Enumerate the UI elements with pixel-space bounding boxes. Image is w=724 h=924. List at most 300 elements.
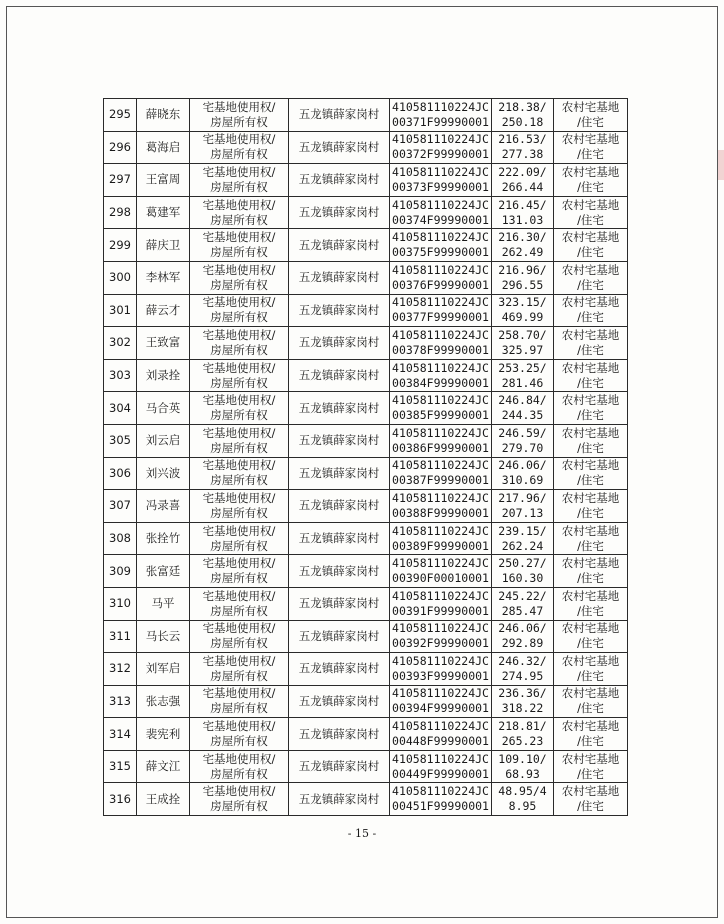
use-line: /住宅 [577, 734, 604, 749]
parcel-code-cell [390, 555, 492, 588]
right-line: 宅基地使用权/ [202, 262, 276, 277]
area-line: 216.53/ [498, 132, 547, 147]
location-cell: 五龙镇薛家岗村 [289, 131, 390, 164]
location-cell: 五龙镇薛家岗村 [289, 522, 390, 555]
right-line: 房屋所有权 [210, 636, 268, 651]
area-cell [492, 359, 554, 392]
location-cell: 五龙镇薛家岗村 [289, 164, 390, 197]
land-use-cell [554, 750, 628, 783]
location-cell: 五龙镇薛家岗村 [289, 229, 390, 262]
table-row [104, 99, 628, 132]
area-line: 253.25/ [498, 360, 547, 375]
record-number-cell: 315 [104, 750, 137, 783]
right-line: 房屋所有权 [210, 375, 268, 390]
owner-name-cell: 葛建军 [137, 196, 190, 229]
record-number-cell: 305 [104, 424, 137, 457]
right-line: 房屋所有权 [210, 734, 268, 749]
use-line: /住宅 [577, 571, 604, 586]
use-line: 农村宅基地 [561, 99, 620, 114]
right-type-cell [190, 294, 289, 327]
record-number-cell: 311 [104, 620, 137, 653]
record-number-cell: 314 [104, 718, 137, 751]
right-line: 房屋所有权 [210, 799, 268, 814]
location-cell: 五龙镇薛家岗村 [289, 359, 390, 392]
record-number-cell: 308 [104, 522, 137, 555]
owner-name-cell: 薛庆卫 [137, 229, 190, 262]
code-line: 410581110224JC [392, 719, 489, 734]
code-line: 00448F99990001 [392, 734, 489, 749]
use-line: 农村宅基地 [561, 458, 620, 473]
area-line: 218.81/ [498, 719, 547, 734]
right-line: 房屋所有权 [210, 668, 268, 683]
owner-name-cell: 葛海启 [137, 131, 190, 164]
area-line: 265.23 [501, 734, 544, 749]
right-line: 宅基地使用权/ [202, 556, 276, 571]
code-line: 00372F99990001 [392, 147, 489, 162]
code-line: 410581110224JC [392, 295, 489, 310]
area-line: 207.13 [501, 505, 544, 520]
code-line: 00386F99990001 [392, 440, 489, 455]
code-line: 410581110224JC [392, 556, 489, 571]
area-line: 222.09/ [498, 164, 547, 179]
right-type-cell [190, 196, 289, 229]
right-type-cell [190, 718, 289, 751]
right-line: 房屋所有权 [210, 505, 268, 520]
location-cell: 五龙镇薛家岗村 [289, 424, 390, 457]
parcel-code-cell [390, 327, 492, 360]
area-line: 323.15/ [498, 295, 547, 310]
right-type-cell [190, 131, 289, 164]
use-line: 农村宅基地 [561, 262, 620, 277]
area-line: 216.96/ [498, 262, 547, 277]
right-line: 宅基地使用权/ [202, 686, 276, 701]
right-type-cell [190, 555, 289, 588]
code-line: 410581110224JC [392, 621, 489, 636]
code-line: 00392F99990001 [392, 636, 489, 651]
right-line: 房屋所有权 [210, 440, 268, 455]
record-number-cell: 304 [104, 392, 137, 425]
code-line: 00374F99990001 [392, 212, 489, 227]
area-cell [492, 750, 554, 783]
parcel-code-cell [390, 196, 492, 229]
area-cell [492, 294, 554, 327]
land-use-cell [554, 99, 628, 132]
use-line: /住宅 [577, 603, 604, 618]
area-cell [492, 131, 554, 164]
land-use-cell [554, 261, 628, 294]
code-line: 00451F99990001 [392, 799, 489, 814]
area-line: 250.27/ [498, 556, 547, 571]
parcel-code-cell [390, 424, 492, 457]
owner-name-cell: 马合英 [137, 392, 190, 425]
area-line: 68.93 [505, 766, 540, 781]
location-cell: 五龙镇薛家岗村 [289, 783, 390, 816]
land-use-cell [554, 620, 628, 653]
code-line: 410581110224JC [392, 653, 489, 668]
parcel-code-cell [390, 294, 492, 327]
records-table-body [104, 99, 628, 816]
parcel-code-cell [390, 490, 492, 523]
right-line: 宅基地使用权/ [202, 99, 276, 114]
table-row [104, 164, 628, 197]
code-line: 00384F99990001 [392, 375, 489, 390]
area-line: 274.95 [501, 668, 544, 683]
land-use-cell [554, 490, 628, 523]
land-use-cell [554, 587, 628, 620]
area-line: 218.38/ [498, 99, 547, 114]
area-cell [492, 522, 554, 555]
code-line: 410581110224JC [392, 327, 489, 342]
right-type-cell [190, 392, 289, 425]
use-line: /住宅 [577, 245, 604, 260]
area-cell [492, 555, 554, 588]
right-line: 房屋所有权 [210, 701, 268, 716]
use-line: 农村宅基地 [561, 751, 620, 766]
area-line: 310.69 [501, 473, 544, 488]
right-line: 房屋所有权 [210, 245, 268, 260]
code-line: 410581110224JC [392, 262, 489, 277]
use-line: 农村宅基地 [561, 197, 620, 212]
area-line: 160.30 [501, 571, 544, 586]
right-line: 房屋所有权 [210, 114, 268, 129]
location-cell: 五龙镇薛家岗村 [289, 685, 390, 718]
record-number-cell: 306 [104, 457, 137, 490]
use-line: 农村宅基地 [561, 523, 620, 538]
code-line: 00371F99990001 [392, 114, 489, 129]
owner-name-cell: 李林军 [137, 261, 190, 294]
area-line: 279.70 [501, 440, 544, 455]
use-line: 农村宅基地 [561, 164, 620, 179]
land-use-cell [554, 522, 628, 555]
right-type-cell [190, 359, 289, 392]
area-line: 469.99 [501, 310, 544, 325]
record-number-cell: 299 [104, 229, 137, 262]
right-type-cell [190, 685, 289, 718]
right-line: 宅基地使用权/ [202, 784, 276, 799]
owner-name-cell: 张拴竹 [137, 522, 190, 555]
area-line: 48.95/4 [498, 784, 547, 799]
code-line: 410581110224JC [392, 751, 489, 766]
right-line: 宅基地使用权/ [202, 458, 276, 473]
land-use-cell [554, 359, 628, 392]
code-line: 410581110224JC [392, 458, 489, 473]
land-use-cell [554, 392, 628, 425]
right-type-cell [190, 522, 289, 555]
owner-name-cell: 马平 [137, 587, 190, 620]
land-use-cell [554, 718, 628, 751]
right-line: 宅基地使用权/ [202, 132, 276, 147]
area-line: 239.15/ [498, 523, 547, 538]
record-number-cell: 307 [104, 490, 137, 523]
table-row [104, 783, 628, 816]
right-type-cell [190, 457, 289, 490]
area-line: 216.45/ [498, 197, 547, 212]
records-table [103, 98, 628, 816]
use-line: 农村宅基地 [561, 686, 620, 701]
area-line: 216.30/ [498, 230, 547, 245]
location-cell: 五龙镇薛家岗村 [289, 620, 390, 653]
land-use-cell [554, 424, 628, 457]
parcel-code-cell [390, 457, 492, 490]
code-line: 00377F99990001 [392, 310, 489, 325]
parcel-code-cell [390, 392, 492, 425]
location-cell: 五龙镇薛家岗村 [289, 196, 390, 229]
parcel-code-cell [390, 99, 492, 132]
right-line: 宅基地使用权/ [202, 490, 276, 505]
area-cell [492, 261, 554, 294]
area-cell [492, 653, 554, 686]
location-cell: 五龙镇薛家岗村 [289, 294, 390, 327]
parcel-code-cell [390, 620, 492, 653]
right-type-cell [190, 653, 289, 686]
code-line: 410581110224JC [392, 393, 489, 408]
area-line: 318.22 [501, 701, 544, 716]
use-line: 农村宅基地 [561, 784, 620, 799]
location-cell: 五龙镇薛家岗村 [289, 718, 390, 751]
use-line: 农村宅基地 [561, 132, 620, 147]
record-number-cell: 313 [104, 685, 137, 718]
area-cell [492, 718, 554, 751]
owner-name-cell: 王成拴 [137, 783, 190, 816]
right-line: 宅基地使用权/ [202, 164, 276, 179]
table-row [104, 522, 628, 555]
location-cell: 五龙镇薛家岗村 [289, 490, 390, 523]
right-type-cell [190, 261, 289, 294]
area-line: 244.35 [501, 408, 544, 423]
location-cell: 五龙镇薛家岗村 [289, 653, 390, 686]
use-line: /住宅 [577, 310, 604, 325]
right-line: 宅基地使用权/ [202, 393, 276, 408]
use-line: /住宅 [577, 408, 604, 423]
table-row [104, 620, 628, 653]
code-line: 410581110224JC [392, 490, 489, 505]
area-cell [492, 620, 554, 653]
land-use-cell [554, 327, 628, 360]
code-line: 410581110224JC [392, 99, 489, 114]
area-line: 8.95 [508, 799, 537, 814]
code-line: 410581110224JC [392, 425, 489, 440]
code-line: 00390F00010001 [392, 571, 489, 586]
owner-name-cell: 刘录拴 [137, 359, 190, 392]
parcel-code-cell [390, 783, 492, 816]
table-row [104, 196, 628, 229]
code-line: 410581110224JC [392, 360, 489, 375]
use-line: /住宅 [577, 212, 604, 227]
record-number-cell: 298 [104, 196, 137, 229]
land-use-cell [554, 653, 628, 686]
area-line: 262.24 [501, 538, 544, 553]
area-cell [492, 490, 554, 523]
area-line: 292.89 [501, 636, 544, 651]
table-row [104, 229, 628, 262]
right-line: 宅基地使用权/ [202, 425, 276, 440]
area-cell [492, 685, 554, 718]
table-row [104, 424, 628, 457]
right-line: 宅基地使用权/ [202, 197, 276, 212]
area-line: 246.32/ [498, 653, 547, 668]
code-line: 410581110224JC [392, 164, 489, 179]
table-row [104, 587, 628, 620]
use-line: /住宅 [577, 440, 604, 455]
location-cell: 五龙镇薛家岗村 [289, 327, 390, 360]
table-row [104, 750, 628, 783]
right-line: 房屋所有权 [210, 408, 268, 423]
code-line: 00391F99990001 [392, 603, 489, 618]
use-line: /住宅 [577, 375, 604, 390]
land-use-cell [554, 131, 628, 164]
record-number-cell: 303 [104, 359, 137, 392]
right-type-cell [190, 424, 289, 457]
land-use-cell [554, 685, 628, 718]
location-cell: 五龙镇薛家岗村 [289, 261, 390, 294]
area-line: 246.06/ [498, 621, 547, 636]
owner-name-cell: 张志强 [137, 685, 190, 718]
table-row [104, 685, 628, 718]
parcel-code-cell [390, 587, 492, 620]
land-use-cell [554, 555, 628, 588]
owner-name-cell: 薛晓东 [137, 99, 190, 132]
table-row [104, 457, 628, 490]
parcel-code-cell [390, 750, 492, 783]
owner-name-cell: 冯录喜 [137, 490, 190, 523]
area-cell [492, 327, 554, 360]
area-line: 245.22/ [498, 588, 547, 603]
area-cell [492, 99, 554, 132]
use-line: 农村宅基地 [561, 360, 620, 375]
owner-name-cell: 裴宪利 [137, 718, 190, 751]
location-cell: 五龙镇薛家岗村 [289, 392, 390, 425]
area-line: 246.84/ [498, 393, 547, 408]
code-line: 410581110224JC [392, 132, 489, 147]
parcel-code-cell [390, 685, 492, 718]
right-line: 宅基地使用权/ [202, 588, 276, 603]
use-line: /住宅 [577, 766, 604, 781]
right-line: 房屋所有权 [210, 179, 268, 194]
right-line: 宅基地使用权/ [202, 327, 276, 342]
right-type-cell [190, 99, 289, 132]
area-line: 258.70/ [498, 327, 547, 342]
area-line: 217.96/ [498, 490, 547, 505]
use-line: 农村宅基地 [561, 621, 620, 636]
record-number-cell: 309 [104, 555, 137, 588]
use-line: /住宅 [577, 342, 604, 357]
right-line: 房屋所有权 [210, 538, 268, 553]
right-line: 房屋所有权 [210, 342, 268, 357]
use-line: /住宅 [577, 505, 604, 520]
code-line: 410581110224JC [392, 784, 489, 799]
area-line: 246.59/ [498, 425, 547, 440]
land-use-cell [554, 783, 628, 816]
area-line: 262.49 [501, 245, 544, 260]
land-use-cell [554, 457, 628, 490]
use-line: /住宅 [577, 701, 604, 716]
area-line: 131.03 [501, 212, 544, 227]
area-line: 246.06/ [498, 458, 547, 473]
owner-name-cell: 薛云才 [137, 294, 190, 327]
right-type-cell [190, 750, 289, 783]
area-cell [492, 783, 554, 816]
code-line: 00385F99990001 [392, 408, 489, 423]
use-line: 农村宅基地 [561, 425, 620, 440]
owner-name-cell: 王富周 [137, 164, 190, 197]
record-number-cell: 316 [104, 783, 137, 816]
area-line: 325.97 [501, 342, 544, 357]
record-number-cell: 296 [104, 131, 137, 164]
use-line: 农村宅基地 [561, 588, 620, 603]
record-number-cell: 295 [104, 99, 137, 132]
code-line: 410581110224JC [392, 588, 489, 603]
table-row [104, 359, 628, 392]
right-type-cell [190, 327, 289, 360]
use-line: 农村宅基地 [561, 295, 620, 310]
right-line: 房屋所有权 [210, 310, 268, 325]
owner-name-cell: 刘军启 [137, 653, 190, 686]
use-line: 农村宅基地 [561, 327, 620, 342]
area-line: 266.44 [501, 179, 544, 194]
location-cell: 五龙镇薛家岗村 [289, 750, 390, 783]
right-type-cell [190, 587, 289, 620]
code-line: 00388F99990001 [392, 505, 489, 520]
table-row [104, 653, 628, 686]
land-use-cell [554, 229, 628, 262]
parcel-code-cell [390, 653, 492, 686]
use-line: /住宅 [577, 799, 604, 814]
land-use-cell [554, 164, 628, 197]
area-line: 285.47 [501, 603, 544, 618]
location-cell: 五龙镇薛家岗村 [289, 587, 390, 620]
owner-name-cell: 王致富 [137, 327, 190, 360]
code-line: 00378F99990001 [392, 342, 489, 357]
table-row [104, 718, 628, 751]
right-line: 房屋所有权 [210, 147, 268, 162]
area-line: 281.46 [501, 375, 544, 390]
use-line: 农村宅基地 [561, 556, 620, 571]
code-line: 00449F99990001 [392, 766, 489, 781]
record-number-cell: 297 [104, 164, 137, 197]
use-line: /住宅 [577, 473, 604, 488]
area-line: 109.10/ [498, 751, 547, 766]
use-line: /住宅 [577, 636, 604, 651]
right-line: 房屋所有权 [210, 473, 268, 488]
record-number-cell: 300 [104, 261, 137, 294]
table-row [104, 555, 628, 588]
land-use-cell [554, 294, 628, 327]
right-line: 宅基地使用权/ [202, 719, 276, 734]
use-line: 农村宅基地 [561, 230, 620, 245]
right-line: 房屋所有权 [210, 571, 268, 586]
code-line: 410581110224JC [392, 523, 489, 538]
seal-edge-mark [718, 150, 724, 180]
area-cell [492, 457, 554, 490]
right-type-cell [190, 490, 289, 523]
land-use-cell [554, 196, 628, 229]
right-line: 宅基地使用权/ [202, 751, 276, 766]
table-row [104, 327, 628, 360]
parcel-code-cell [390, 522, 492, 555]
code-line: 410581110224JC [392, 686, 489, 701]
area-cell [492, 164, 554, 197]
owner-name-cell: 刘云启 [137, 424, 190, 457]
parcel-code-cell [390, 359, 492, 392]
right-line: 房屋所有权 [210, 766, 268, 781]
parcel-code-cell [390, 229, 492, 262]
owner-name-cell: 刘兴波 [137, 457, 190, 490]
record-number-cell: 301 [104, 294, 137, 327]
area-cell [492, 229, 554, 262]
record-number-cell: 312 [104, 653, 137, 686]
owner-name-cell: 马长云 [137, 620, 190, 653]
parcel-code-cell [390, 718, 492, 751]
